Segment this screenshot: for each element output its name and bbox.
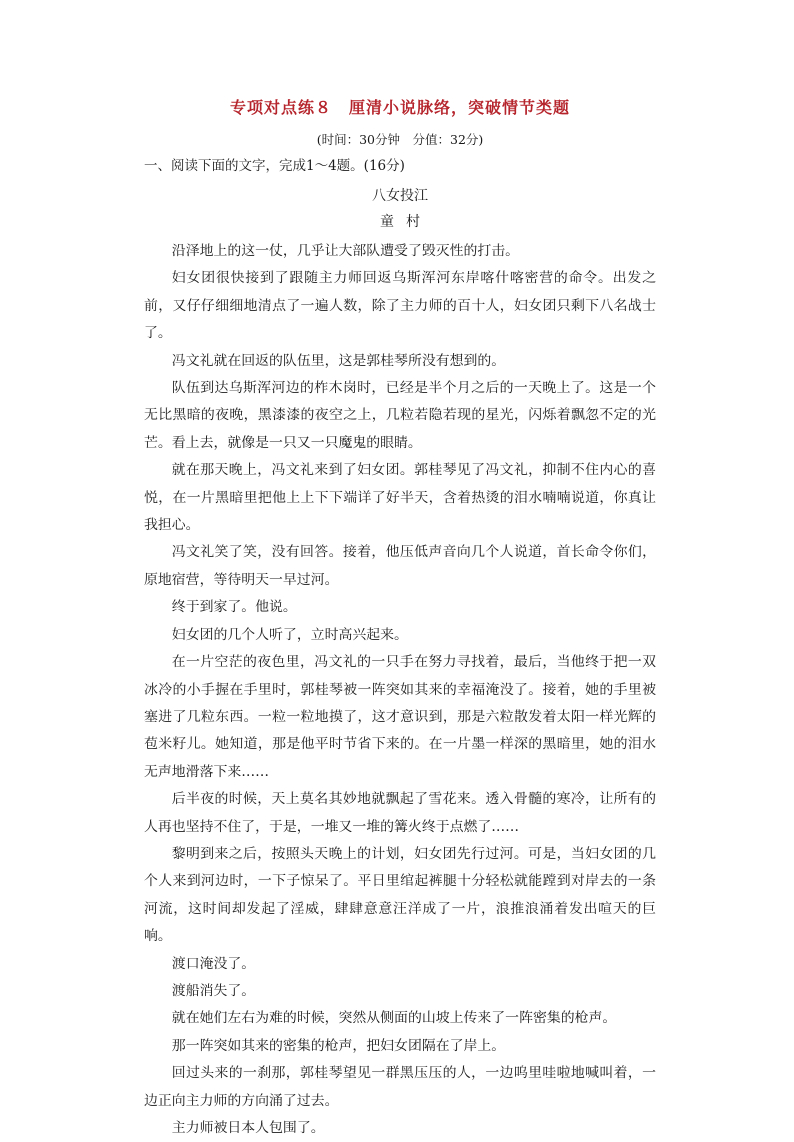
story-paragraph: 就在她们左右为难的时候，突然从侧面的山坡上传来了一阵密集的枪声。	[171, 1010, 617, 1027]
story-paragraph: 渡船消失了。	[171, 982, 256, 999]
story-paragraph: 妇女团很快接到了跟随主力师回返乌斯浑河东岸喀什喀密营的命令。出发之前，又仔仔细细地清点了一遍人数，除了主力师的百十人，妇女团只剩下八名战士了。	[144, 270, 656, 342]
story-body	[144, 238, 656, 1142]
story-paragraph: 黎明到来之后，按照头天晚上的计划，妇女团先行过河。可是，当妇女团的几个人来到河边时，一下子惊呆了。平日里绾起裤腿十分轻松就能蹚到对岸去的一条河流，这时间却发起了淫威，肆肆意意汪洋成了一片，浪推浪涌着发出喧天的巨响。	[144, 845, 656, 945]
story-paragraph: 沿泽地上的这一仗，几乎让大部队遭受了毁灭性的打击。	[171, 243, 520, 259]
page-title: 专项对点练８ 厘清小说脉络，突破情节类题	[229, 98, 570, 117]
story-paragraph: 那一阵突如其来的密集的枪声，把妇女团隔在了岸上。	[171, 1037, 506, 1054]
story-paragraph: 就在那天晚上，冯文礼来到了妇女团。郭桂琴见了冯文礼，抑制不住内心的喜悦，在一片黑暗里把他上上下下端详了好半天，含着热烫的泪水喃喃说道，你真让我担心。	[144, 462, 656, 534]
question-instruction: 一、阅读下面的文字，完成1～4题。(16分)	[144, 158, 405, 174]
time-score-info: (时间：30分钟 分值：32分)	[316, 132, 484, 147]
story-paragraph: 主力师被日本人包围了。	[171, 1120, 325, 1136]
story-author: 童村	[380, 214, 432, 230]
story-paragraph: 队伍到达乌斯浑河边的柞木岗时，已经是半个月之后的一天晚上了。这是一个无比黑暗的夜晚，黑漆漆的夜空之上，几粒若隐若现的星光，闪烁着飘忽不定的光芒。看上去，就像是一只又一只魔鬼的眼睛。	[144, 380, 656, 451]
story-paragraph: 冯文礼就在回返的队伍里，这是郭桂琴所没有想到的。	[171, 352, 506, 369]
story-paragraph: 妇女团的几个人听了，立时高兴起来。	[171, 626, 408, 643]
story-paragraph: 回过头来的一刹那，郭桂琴望见一群黑压压的人，一边呜里哇啦地喊叫着，一边正向主力师的方向涌了过去。	[144, 1065, 656, 1109]
story-title: 八女投江	[372, 188, 428, 204]
story-paragraph: 终于到家了。他说。	[171, 599, 297, 616]
story-paragraph: 冯文礼笑了笑，没有回答。接着，他压低声音向几个人说道，首长命令你们，原地宿营，等待明天一早过河。	[144, 544, 656, 588]
story-paragraph: 渡口淹没了。	[171, 955, 256, 972]
story-paragraph: 后半夜的时候，天上莫名其妙地就飘起了雪花来。透入骨髓的寒冷，让所有的人再也坚持不住了，于是，一堆又一堆的篝火终于点燃了……	[144, 791, 656, 835]
story-paragraph: 在一片空茫的夜色里，冯文礼的一只手在努力寻找着，最后，当他终于把一双冰冷的小手握在手里时，郭桂琴被一阵突如其来的幸福淹没了。接着，她的手里被塞进了几粒东西。一粒一粒地摸了，这才意识到，那是六粒散发着太阳一样光辉的苞米籽儿。她知道，那是他平时节省下来的。在一片墨一样深的黑暗里，她的泪水无声地滑落下来……	[144, 654, 656, 780]
